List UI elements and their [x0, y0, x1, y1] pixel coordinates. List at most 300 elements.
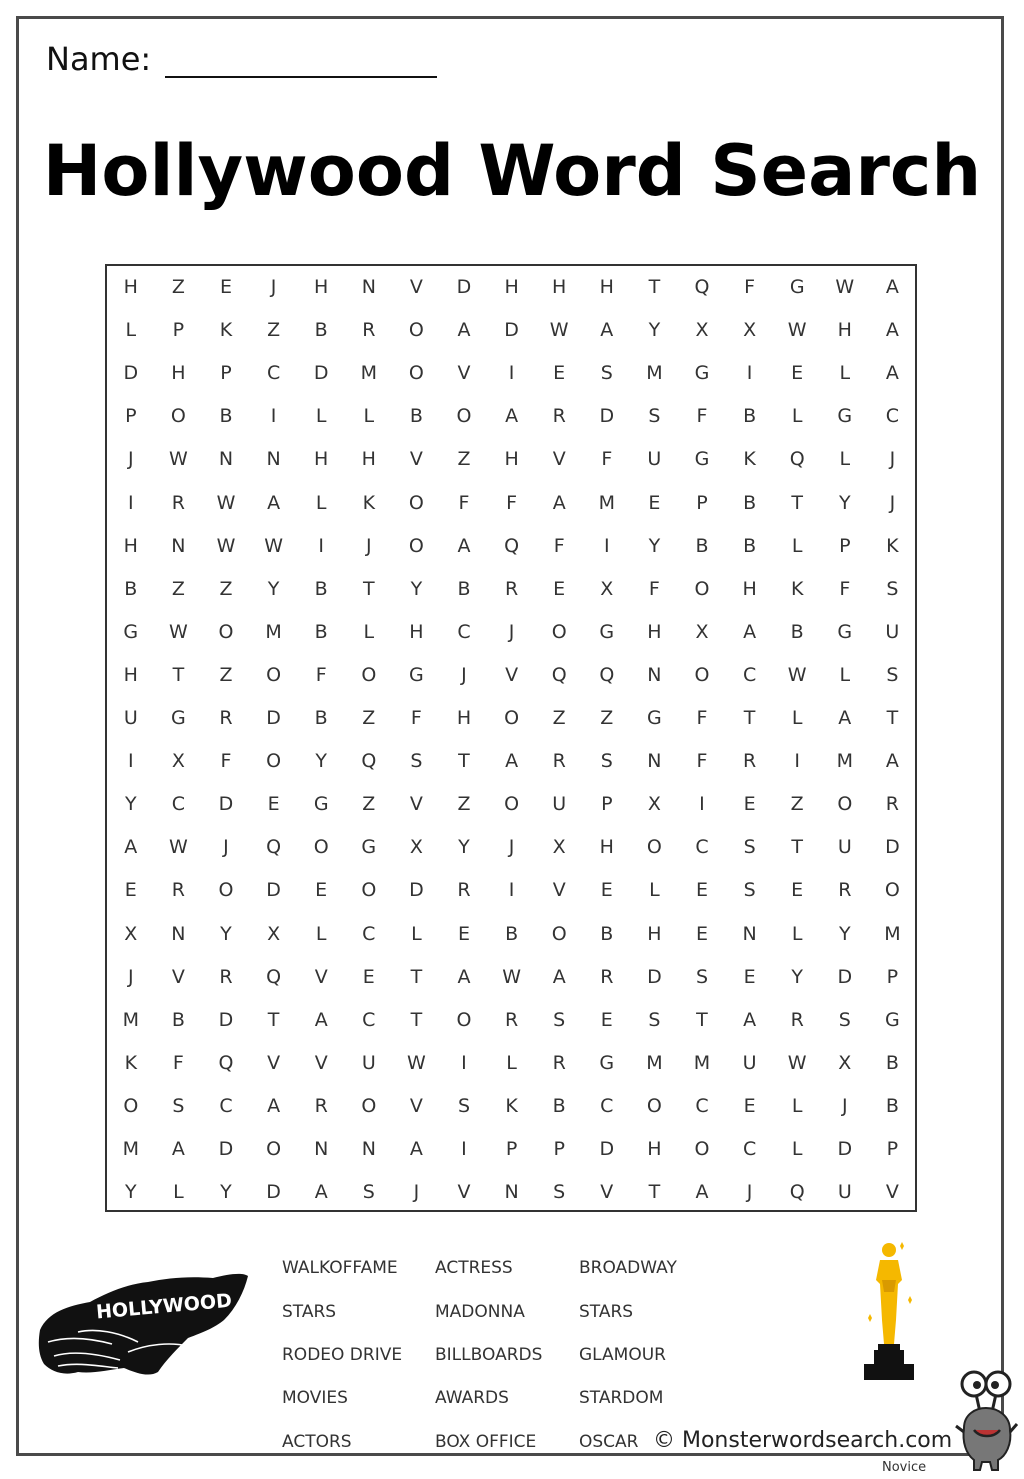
grid-letter[interactable]: Z [362, 793, 376, 816]
grid-letter[interactable]: I [127, 750, 134, 773]
grid-letter[interactable]: J [841, 1094, 848, 1117]
grid-letter[interactable]: H [599, 836, 614, 859]
grid-letter[interactable]: K [362, 491, 376, 514]
grid-letter[interactable]: G [123, 620, 139, 643]
grid-letter[interactable]: D [837, 965, 853, 988]
grid-letter[interactable]: Q [218, 1051, 234, 1074]
grid-letter[interactable]: V [552, 448, 566, 471]
grid-letter[interactable]: S [553, 1181, 566, 1204]
grid-letter[interactable]: R [742, 750, 757, 773]
grid-letter[interactable]: I [746, 362, 753, 385]
grid-letter[interactable]: T [743, 707, 756, 729]
grid-letter[interactable]: X [267, 922, 281, 945]
grid-letter[interactable]: W [168, 620, 188, 643]
grid-letter[interactable]: S [600, 362, 613, 385]
grid-letter[interactable]: N [361, 276, 376, 298]
grid-letter[interactable]: L [791, 922, 803, 945]
grid-letter[interactable]: H [599, 276, 614, 298]
grid-letter[interactable]: Z [552, 707, 566, 729]
grid-letter[interactable]: V [267, 1051, 281, 1074]
grid-letter[interactable]: Y [220, 1181, 232, 1204]
grid-letter[interactable]: B [314, 319, 328, 342]
grid-letter[interactable]: V [314, 965, 328, 988]
grid-letter[interactable]: J [889, 491, 896, 514]
grid-letter[interactable]: Q [361, 750, 377, 773]
grid-letter[interactable]: T [267, 1008, 280, 1031]
grid-letter[interactable]: G [694, 448, 710, 471]
grid-letter[interactable]: S [648, 405, 661, 428]
grid-letter[interactable]: R [314, 1094, 328, 1117]
grid-letter[interactable]: R [790, 1008, 804, 1031]
grid-letter[interactable]: P [220, 362, 232, 385]
grid-letter[interactable]: M [122, 1138, 139, 1160]
grid-letter[interactable]: K [886, 534, 899, 557]
grid-letter[interactable]: L [791, 707, 803, 729]
grid-letter[interactable]: V [171, 965, 185, 988]
grid-letter[interactable]: H [123, 534, 138, 557]
grid-letter[interactable]: D [456, 276, 472, 298]
grid-letter[interactable]: R [171, 491, 185, 514]
grid-letter[interactable]: S [553, 1008, 566, 1031]
grid-letter[interactable]: I [127, 491, 134, 514]
grid-letter[interactable]: G [409, 663, 424, 686]
grid-letter[interactable]: G [361, 836, 377, 859]
grid-letter[interactable]: T [648, 276, 661, 298]
grid-letter[interactable]: P [601, 793, 613, 816]
grid-letter[interactable]: O [313, 836, 329, 859]
grid-letter[interactable]: E [600, 1008, 613, 1031]
grid-letter[interactable]: Y [410, 577, 423, 600]
grid-letter[interactable]: Y [124, 793, 137, 816]
grid-letter[interactable]: N [266, 448, 281, 471]
grid-letter[interactable]: A [171, 1138, 185, 1160]
name-blank-line[interactable] [165, 44, 437, 78]
grid-letter[interactable]: M [122, 1008, 139, 1031]
grid-letter[interactable]: J [746, 1181, 753, 1204]
grid-letter[interactable]: T [362, 577, 375, 600]
grid-letter[interactable]: W [216, 534, 236, 557]
grid-letter[interactable]: F [172, 1051, 184, 1074]
grid-letter[interactable]: F [696, 405, 708, 428]
grid-letter[interactable]: L [649, 879, 660, 902]
grid-letter[interactable]: O [694, 663, 710, 686]
grid-letter[interactable]: A [838, 707, 852, 729]
grid-letter[interactable]: G [837, 620, 853, 643]
grid-letter[interactable]: R [219, 965, 233, 988]
grid-letter[interactable]: B [695, 534, 709, 557]
grid-letter[interactable]: V [409, 448, 423, 471]
grid-letter[interactable]: D [599, 1138, 615, 1160]
grid-letter[interactable]: B [743, 534, 757, 557]
grid-letter[interactable]: B [124, 577, 138, 600]
grid-letter[interactable]: Z [600, 707, 614, 729]
grid-letter[interactable]: B [314, 707, 328, 729]
grid-letter[interactable]: R [219, 707, 233, 729]
grid-letter[interactable]: I [794, 750, 800, 773]
grid-letter[interactable]: D [218, 793, 234, 816]
grid-letter[interactable]: A [457, 319, 471, 342]
grid-letter[interactable]: K [743, 448, 756, 471]
grid-letter[interactable]: N [361, 1138, 376, 1160]
grid-letter[interactable]: R [600, 965, 614, 988]
grid-letter[interactable]: B [600, 922, 614, 945]
grid-letter[interactable]: J [508, 620, 515, 643]
grid-letter[interactable]: Z [457, 793, 471, 816]
grid-letter[interactable]: A [885, 750, 899, 773]
grid-letter[interactable]: R [504, 1008, 519, 1031]
grid-letter[interactable]: D [266, 879, 281, 902]
grid-letter[interactable]: V [552, 879, 566, 902]
grid-letter[interactable]: C [600, 1094, 614, 1117]
grid-letter[interactable]: S [457, 1094, 471, 1117]
grid-letter[interactable]: W [168, 836, 188, 859]
grid-letter[interactable]: J [127, 965, 134, 988]
grid-letter[interactable]: W [549, 319, 569, 342]
grid-letter[interactable]: W [502, 965, 521, 988]
grid-letter[interactable]: U [123, 707, 138, 729]
grid-letter[interactable]: A [267, 491, 281, 514]
grid-letter[interactable]: Z [790, 793, 804, 816]
grid-letter[interactable]: D [647, 965, 662, 988]
grid-letter[interactable]: A [314, 1008, 328, 1031]
grid-letter[interactable]: B [743, 491, 757, 514]
grid-letter[interactable]: B [314, 577, 328, 600]
grid-letter[interactable]: Q [789, 1181, 805, 1204]
grid-letter[interactable]: N [742, 922, 757, 945]
grid-letter[interactable]: D [599, 405, 615, 428]
grid-letter[interactable]: B [743, 405, 757, 428]
grid-letter[interactable]: Q [266, 965, 282, 988]
grid-letter[interactable]: R [504, 577, 519, 600]
grid-letter[interactable]: A [409, 1138, 423, 1160]
grid-letter[interactable]: J [270, 276, 277, 298]
grid-letter[interactable]: L [315, 922, 327, 945]
grid-letter[interactable]: S [600, 750, 613, 773]
grid-letter[interactable]: O [504, 707, 520, 729]
grid-letter[interactable]: V [885, 1181, 899, 1204]
grid-letter[interactable]: E [743, 965, 756, 988]
grid-letter[interactable]: X [695, 319, 709, 342]
grid-letter[interactable]: C [885, 405, 900, 428]
grid-letter[interactable]: L [839, 362, 851, 385]
grid-letter[interactable]: L [791, 1138, 803, 1160]
grid-letter[interactable]: Y [124, 1181, 137, 1204]
grid-letter[interactable]: X [743, 319, 757, 342]
grid-letter[interactable]: W [168, 448, 188, 471]
grid-letter[interactable]: L [363, 620, 375, 643]
grid-letter[interactable]: B [314, 620, 328, 643]
grid-letter[interactable]: D [409, 879, 424, 902]
grid-letter[interactable]: B [885, 1051, 899, 1074]
grid-letter[interactable]: E [553, 362, 566, 385]
grid-letter[interactable]: E [695, 922, 708, 945]
grid-letter[interactable]: C [695, 1094, 709, 1117]
grid-letter[interactable]: W [406, 1051, 426, 1074]
grid-letter[interactable]: R [885, 793, 899, 816]
grid-letter[interactable]: O [551, 620, 567, 643]
grid-letter[interactable]: B [171, 1008, 185, 1031]
grid-letter[interactable]: B [552, 1094, 566, 1117]
grid-letter[interactable]: K [124, 1051, 138, 1074]
grid-letter[interactable]: J [223, 836, 229, 859]
grid-letter[interactable]: E [791, 362, 804, 385]
grid-letter[interactable]: W [787, 1051, 807, 1074]
grid-letter[interactable]: O [408, 491, 424, 514]
grid-letter[interactable]: S [886, 577, 899, 600]
grid-letter[interactable]: N [647, 663, 662, 686]
grid-letter[interactable]: X [171, 750, 185, 773]
grid-letter[interactable]: S [172, 1094, 185, 1117]
grid-letter[interactable]: V [457, 1181, 471, 1204]
grid-letter[interactable]: Z [362, 707, 376, 729]
grid-letter[interactable]: M [646, 1051, 663, 1074]
grid-letter[interactable]: Y [648, 534, 661, 557]
grid-letter[interactable]: P [553, 1138, 565, 1160]
grid-letter[interactable]: X [409, 836, 423, 859]
grid-letter[interactable]: G [647, 707, 662, 729]
grid-letter[interactable]: F [839, 577, 851, 600]
grid-letter[interactable]: A [552, 965, 566, 988]
grid-letter[interactable]: S [886, 663, 899, 686]
grid-letter[interactable]: O [266, 663, 282, 686]
grid-letter[interactable]: G [599, 620, 615, 643]
grid-letter[interactable]: H [647, 1138, 662, 1160]
grid-letter[interactable]: F [696, 707, 708, 729]
grid-letter[interactable]: O [408, 534, 424, 557]
grid-letter[interactable]: U [361, 1051, 376, 1074]
grid-letter[interactable]: X [600, 577, 614, 600]
grid-letter[interactable]: U [552, 793, 567, 816]
grid-letter[interactable]: T [458, 750, 470, 773]
grid-letter[interactable]: A [457, 965, 471, 988]
grid-letter[interactable]: S [362, 1181, 375, 1204]
grid-letter[interactable]: I [270, 405, 277, 428]
grid-letter[interactable]: C [362, 922, 376, 945]
grid-letter[interactable]: E [315, 879, 328, 902]
grid-letter[interactable]: E [267, 793, 280, 816]
grid-letter[interactable]: V [505, 663, 519, 686]
grid-letter[interactable]: A [505, 750, 519, 773]
grid-letter[interactable]: G [313, 793, 329, 816]
grid-letter[interactable]: L [791, 1094, 803, 1117]
grid-letter[interactable]: G [694, 362, 710, 385]
grid-letter[interactable]: U [885, 620, 900, 643]
grid-letter[interactable]: V [409, 793, 423, 816]
grid-letter[interactable]: C [742, 1138, 757, 1160]
grid-letter[interactable]: R [552, 405, 566, 428]
grid-letter[interactable]: A [600, 319, 614, 342]
grid-letter[interactable]: D [885, 836, 900, 859]
grid-letter[interactable]: M [693, 1051, 711, 1074]
grid-letter[interactable]: A [885, 319, 899, 342]
grid-letter[interactable]: C [266, 362, 281, 385]
grid-letter[interactable]: O [266, 750, 282, 773]
grid-letter[interactable]: T [886, 707, 899, 729]
grid-letter[interactable]: M [265, 620, 282, 643]
grid-letter[interactable]: W [835, 276, 855, 298]
grid-letter[interactable]: A [743, 1008, 757, 1031]
grid-letter[interactable]: U [647, 448, 662, 471]
grid-letter[interactable]: P [172, 319, 185, 342]
grid-letter[interactable]: O [361, 879, 377, 902]
grid-letter[interactable]: U [742, 1051, 757, 1074]
grid-letter[interactable]: I [508, 362, 515, 385]
grid-letter[interactable]: L [791, 405, 803, 428]
grid-letter[interactable]: N [504, 1181, 519, 1204]
grid-letter[interactable]: Z [219, 577, 233, 600]
grid-letter[interactable]: O [123, 1094, 139, 1117]
grid-letter[interactable]: X [552, 836, 566, 859]
grid-letter[interactable]: O [646, 836, 662, 859]
grid-letter[interactable]: J [461, 663, 467, 686]
grid-letter[interactable]: R [552, 750, 566, 773]
grid-letter[interactable]: O [551, 922, 567, 945]
grid-letter[interactable]: H [314, 276, 329, 298]
grid-letter[interactable]: O [170, 405, 186, 428]
grid-letter[interactable]: O [646, 1094, 662, 1117]
grid-letter[interactable]: M [598, 491, 615, 514]
grid-letter[interactable]: D [266, 707, 281, 729]
grid-letter[interactable]: Y [648, 319, 661, 342]
grid-letter[interactable]: P [696, 491, 708, 514]
grid-letter[interactable]: E [219, 276, 232, 298]
grid-letter[interactable]: Q [694, 276, 710, 298]
grid-letter[interactable]: E [362, 965, 375, 988]
grid-letter[interactable]: O [456, 405, 472, 428]
grid-letter[interactable]: O [408, 362, 424, 385]
grid-letter[interactable]: B [409, 405, 423, 428]
grid-letter[interactable]: C [362, 1008, 376, 1031]
grid-letter[interactable]: H [837, 319, 852, 342]
grid-letter[interactable]: S [648, 1008, 661, 1031]
grid-letter[interactable]: L [173, 1181, 184, 1204]
grid-letter[interactable]: A [885, 276, 899, 298]
grid-letter[interactable]: M [836, 750, 853, 773]
grid-letter[interactable]: Y [838, 922, 851, 945]
grid-letter[interactable]: E [743, 793, 756, 816]
grid-letter[interactable]: F [648, 577, 660, 600]
grid-letter[interactable]: R [171, 879, 185, 902]
grid-letter[interactable]: A [552, 491, 566, 514]
grid-letter[interactable]: A [457, 534, 471, 557]
grid-letter[interactable]: H [647, 922, 662, 945]
grid-letter[interactable]: S [695, 965, 709, 988]
grid-letter[interactable]: U [837, 836, 852, 859]
grid-letter[interactable]: O [456, 1008, 472, 1031]
grid-letter[interactable]: I [508, 879, 515, 902]
grid-letter[interactable]: T [172, 663, 185, 686]
grid-letter[interactable]: X [124, 922, 138, 945]
grid-letter[interactable]: P [886, 965, 899, 988]
grid-letter[interactable]: E [743, 1094, 756, 1117]
grid-letter[interactable]: G [599, 1051, 615, 1074]
grid-letter[interactable]: C [219, 1094, 233, 1117]
grid-letter[interactable]: L [791, 534, 803, 557]
grid-letter[interactable]: F [315, 663, 327, 686]
grid-letter[interactable]: D [313, 362, 329, 385]
grid-letter[interactable]: P [839, 534, 851, 557]
grid-letter[interactable]: E [124, 879, 137, 902]
grid-letter[interactable]: O [361, 1094, 377, 1117]
grid-letter[interactable]: O [218, 620, 234, 643]
grid-letter[interactable]: H [123, 276, 138, 298]
grid-letter[interactable]: Q [599, 663, 615, 686]
grid-letter[interactable]: S [410, 750, 423, 773]
grid-letter[interactable]: E [648, 491, 661, 514]
grid-letter[interactable]: T [410, 1008, 423, 1031]
grid-letter[interactable]: Z [171, 276, 185, 298]
grid-letter[interactable]: H [647, 620, 662, 643]
grid-letter[interactable]: E [457, 922, 470, 945]
grid-letter[interactable]: C [457, 620, 471, 643]
grid-letter[interactable]: V [600, 1181, 614, 1204]
grid-letter[interactable]: R [552, 1051, 566, 1074]
grid-letter[interactable]: L [315, 405, 327, 428]
grid-letter[interactable]: F [506, 491, 518, 514]
grid-letter[interactable]: C [171, 793, 186, 816]
grid-letter[interactable]: V [457, 362, 471, 385]
grid-letter[interactable]: N [218, 448, 234, 471]
grid-letter[interactable]: F [744, 276, 756, 298]
grid-letter[interactable]: H [552, 276, 567, 298]
grid-letter[interactable]: J [508, 836, 515, 859]
grid-letter[interactable]: F [553, 534, 565, 557]
grid-letter[interactable]: L [839, 448, 851, 471]
grid-letter[interactable]: D [504, 319, 519, 342]
grid-letter[interactable]: E [695, 879, 708, 902]
grid-letter[interactable]: B [790, 620, 804, 643]
grid-letter[interactable]: T [696, 1008, 708, 1031]
grid-letter[interactable]: Y [315, 750, 327, 773]
grid-letter[interactable]: Q [266, 836, 282, 859]
grid-letter[interactable]: O [884, 879, 900, 902]
grid-letter[interactable]: H [314, 448, 329, 471]
grid-letter[interactable]: H [504, 448, 519, 471]
grid-letter[interactable]: I [699, 793, 705, 816]
grid-letter[interactable]: D [266, 1181, 281, 1204]
grid-letter[interactable]: W [216, 491, 236, 514]
grid-letter[interactable]: F [696, 750, 708, 773]
grid-letter[interactable]: B [505, 922, 519, 945]
grid-letter[interactable]: P [125, 405, 137, 428]
grid-letter[interactable]: N [171, 534, 186, 557]
grid-letter[interactable]: L [839, 663, 851, 686]
grid-letter[interactable]: T [410, 965, 423, 988]
grid-letter[interactable]: A [267, 1094, 281, 1117]
grid-letter[interactable]: Y [267, 577, 280, 600]
grid-letter[interactable]: X [838, 1051, 852, 1074]
grid-letter[interactable]: V [314, 1051, 328, 1074]
grid-letter[interactable]: Y [838, 491, 851, 514]
grid-letter[interactable]: W [787, 663, 807, 686]
grid-letter[interactable]: O [694, 577, 710, 600]
grid-letter[interactable]: T [791, 491, 803, 514]
grid-letter[interactable]: S [838, 1008, 851, 1031]
grid-letter[interactable]: D [837, 1138, 853, 1160]
grid-letter[interactable]: Q [504, 534, 520, 557]
grid-letter[interactable]: E [791, 879, 804, 902]
grid-letter[interactable]: F [220, 750, 232, 773]
grid-letter[interactable]: J [413, 1181, 420, 1204]
grid-letter[interactable]: R [457, 879, 471, 902]
grid-letter[interactable]: A [695, 1181, 709, 1204]
grid-letter[interactable]: H [171, 362, 186, 385]
grid-letter[interactable]: T [648, 1181, 661, 1204]
grid-letter[interactable]: D [218, 1138, 234, 1160]
grid-letter[interactable]: F [458, 491, 470, 514]
grid-letter[interactable]: E [600, 879, 613, 902]
grid-letter[interactable]: O [266, 1138, 282, 1160]
